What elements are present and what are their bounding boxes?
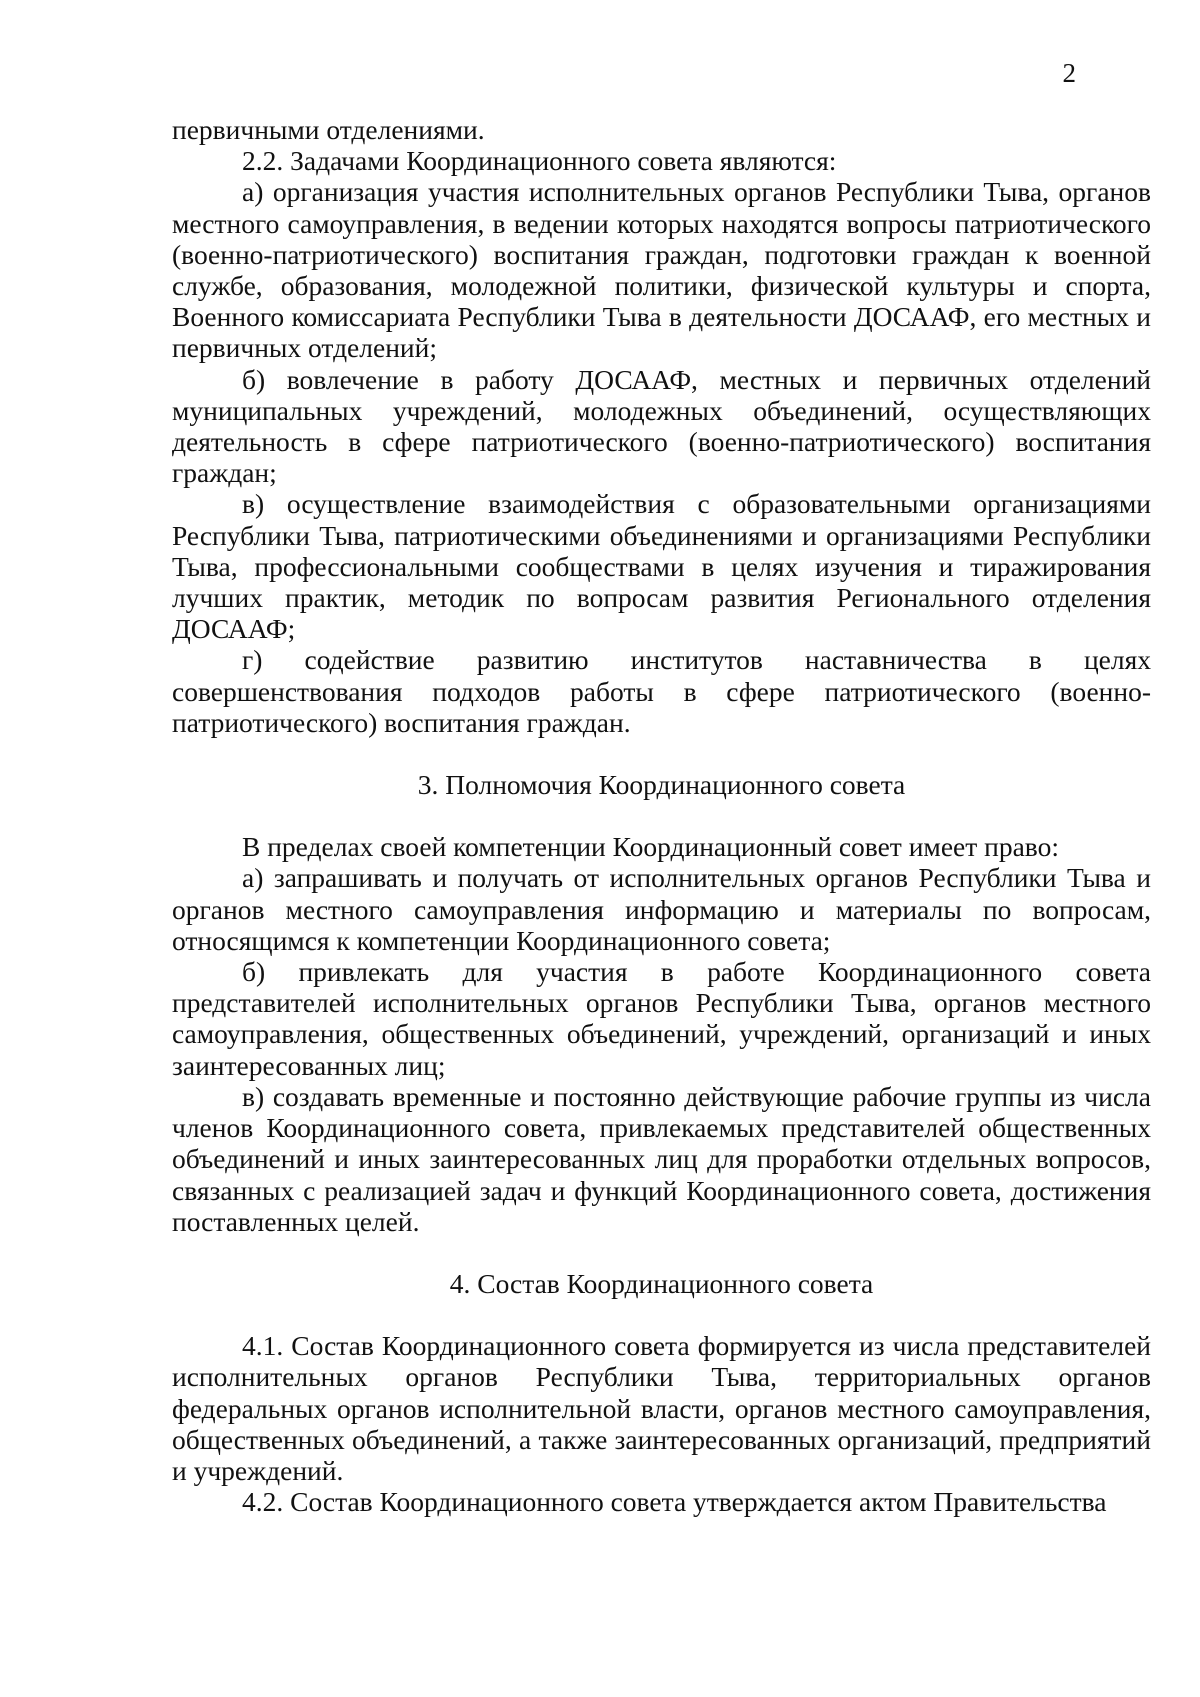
paragraph-3-v: в) создавать временные и постоянно действующие рабочие группы из числа членов Координационного совета, привлекаемых представителей общественных объединений и иных заинтересованных лиц для проработки отдельных вопросов, связанных с реализацией задач и функций Координационного совета, достижения поставленных целей.: [172, 1080, 1151, 1237]
paragraph-2-2-g: г) содействие развитию институтов наставничества в целях совершенствования подходов работы в сфере патриотического (военно- патриотического) воспитания граждан.: [172, 644, 1151, 738]
document-body: [172, 114, 1151, 1517]
paragraph-2-2: 2.2. Задачами Координационного совета являются:: [242, 145, 837, 177]
spacer: [172, 1237, 1151, 1268]
paragraph-4-2: 4.2. Состав Координационного совета утверждается актом Правительства: [242, 1486, 1107, 1518]
paragraph-3-intro: В пределах своей компетенции Координационный совет имеет право:: [242, 831, 1059, 863]
paragraph-4-1: 4.1. Состав Координационного совета формируется из числа представителей исполнительных органов Республики Тыва, территориальных органов федеральных органов исполнительной власти, органов местного самоуправления, общественных объединений, а также заинтересованных организаций, предприятий и учреждений.: [172, 1330, 1151, 1486]
paragraph-continuation: первичными отделениями.: [172, 114, 485, 145]
paragraph-2-2-v: в) осуществление взаимодействия с образовательными организациями Республики Тыва, патриотическими объединениями и организациями Республики Тыва, профессиональными сообществами в целях изучения и тиражирования лучших практик, методик по вопросам развития Регионального отделения ДОСААФ;: [172, 488, 1151, 645]
spacer: [172, 738, 1151, 769]
section-heading-3: 3. Полномочия Координационного совета: [417, 769, 906, 801]
paragraph-3-b: б) привлекать для участия в работе Координационного совета представителей исполнительных органов Республики Тыва, органов местного самоуправления, общественных объединений, учреждений, организаций и иных заинтересованных лиц;: [172, 956, 1151, 1081]
page-number: 2: [1062, 58, 1076, 88]
section-heading-4: 4. Состав Координационного совета: [449, 1267, 874, 1299]
spacer: [172, 800, 1151, 831]
paragraph-2-2-a: а) организация участия исполнительных органов Республики Тыва, органов местного самоуправления, в ведении которых находятся вопросы патриотического (военно-патриотического) воспитания граждан, подготовки граждан к военной службе, образования, молодежной политики, физической культуры и спорта, Военного комиссариата Республики Тыва в деятельности ДОСААФ, его местных и первичных отделений;: [172, 176, 1151, 364]
spacer: [172, 1299, 1151, 1330]
paragraph-3-a: а) запрашивать и получать от исполнительных органов Республики Тыва и органов местного самоуправления информацию и материалы по вопросам, относящимся к компетенции Координационного совета;: [172, 862, 1151, 956]
paragraph-2-2-b: б) вовлечение в работу ДОСААФ, местных и первичных отделений муниципальных учреждений, молодежных объединений, осуществляющих деятельность в сфере патриотического (военно-патриотического) воспитания граждан;: [172, 363, 1151, 489]
